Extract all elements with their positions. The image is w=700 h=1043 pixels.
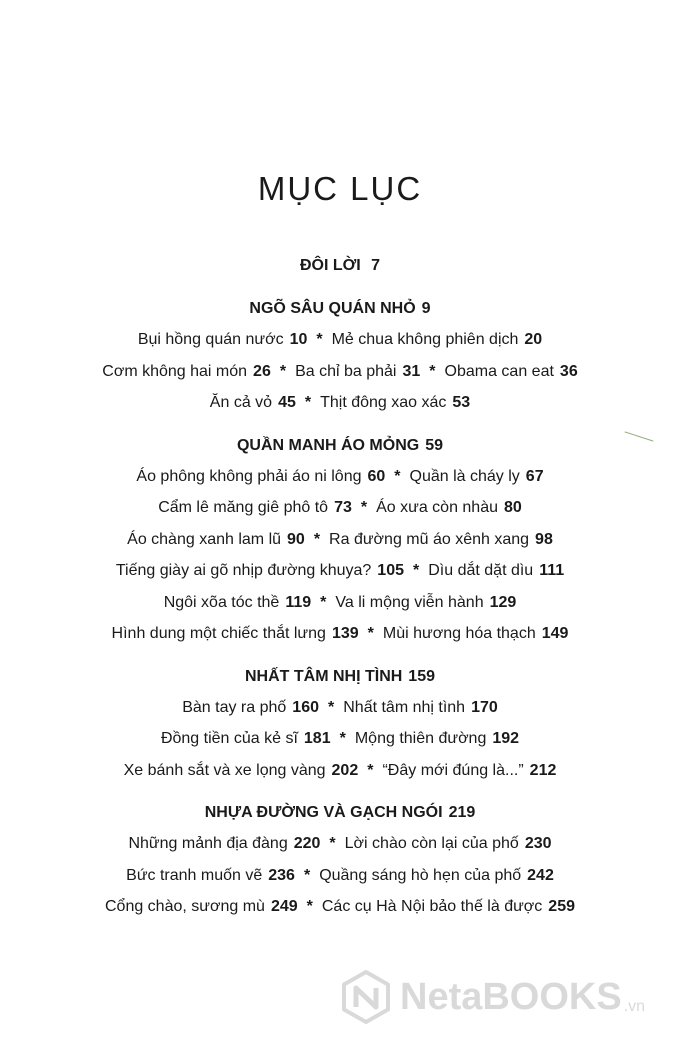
entry-separator: *	[328, 698, 335, 716]
entry-page-number: 181	[303, 730, 331, 747]
section-title: NGÕ SÂU QUÁN NHỎ	[249, 300, 416, 317]
entry-title: Bụi hồng quán nước	[137, 331, 284, 348]
entry-title: Thịt đông xao xác	[320, 394, 447, 411]
toc-line	[0, 828, 680, 860]
entry-page-number: 230	[524, 835, 552, 852]
entry-separator: *	[367, 761, 374, 779]
entry-page-number: 139	[331, 625, 359, 642]
section-heading	[0, 661, 680, 692]
entry-page-number: 192	[492, 730, 520, 747]
section-page-number: 159	[408, 667, 435, 685]
entry-title: Cổng chào, sương mù	[104, 898, 265, 915]
section-page-number: 9	[421, 300, 431, 317]
intro-heading	[0, 250, 680, 281]
toc-line	[0, 524, 680, 556]
entry-separator: *	[394, 467, 401, 485]
entry-title: Hình dung một chiếc thắt lưng	[111, 625, 326, 642]
toc-line	[0, 891, 680, 923]
toc-line	[0, 461, 680, 493]
entry-page-number: 249	[270, 898, 298, 915]
entry-page-number: 60	[367, 467, 386, 485]
entry-page-number: 31	[402, 362, 421, 380]
entry-page-number: 20	[524, 331, 543, 348]
toc-line	[0, 860, 680, 892]
toc-line	[0, 755, 680, 787]
entry-separator: *	[306, 898, 313, 915]
entry-separator: *	[339, 730, 346, 747]
entry-title: Va li mộng viễn hành	[335, 593, 484, 611]
entry-separator: *	[320, 593, 327, 611]
entry-page-number: 53	[452, 394, 471, 411]
entry-title: Mẻ chua không phiên dịch	[331, 331, 519, 348]
entry-page-number: 73	[334, 499, 352, 516]
intro-label: ĐÔI LỜI	[299, 257, 361, 274]
entry-page-number: 10	[289, 331, 308, 348]
entry-page-number: 98	[535, 530, 553, 548]
entry-title: Mộng thiên đường	[354, 730, 487, 747]
entry-title: Áo xưa còn nhàu	[376, 499, 498, 516]
toc-line	[0, 324, 680, 356]
entry-page-number: 202	[331, 761, 359, 779]
watermark-brand: NetaBOOKS	[400, 975, 622, 1018]
entry-title: Tiếng giày ai gõ nhịp đường khuya?	[115, 562, 372, 579]
entry-separator: *	[303, 866, 311, 884]
section-title: QUẦN MANH ÁO MỎNG	[236, 436, 420, 454]
toc-line	[0, 555, 680, 587]
entry-page-number: 105	[377, 562, 404, 579]
entry-title: Bức tranh muốn vẽ	[126, 866, 263, 884]
toc-line	[0, 587, 680, 619]
entry-title: Dìu dắt dặt dìu	[428, 562, 534, 579]
entry-title: Cơm không hai món	[102, 362, 248, 380]
entry-title: Các cụ Hà Nội bảo thế là được	[321, 898, 543, 915]
entry-page-number: 160	[292, 698, 319, 716]
entry-separator: *	[313, 530, 321, 548]
entry-page-number: 119	[285, 593, 312, 611]
page-title: MỤC LỤC	[257, 170, 423, 207]
toc-line	[0, 692, 680, 724]
entry-page-number: 111	[539, 562, 565, 579]
entry-title: Xe bánh sắt và xe lọng vàng	[123, 761, 326, 779]
entry-separator: *	[367, 625, 374, 642]
entry-page-number: 170	[471, 698, 498, 716]
entry-title: Lời chào còn lại của phố	[344, 835, 519, 852]
entry-page-number: 26	[253, 362, 271, 380]
entry-title: Nhất tâm nhị tình	[343, 698, 466, 716]
entry-title: Obama can eat	[444, 362, 554, 380]
entry-separator: *	[316, 331, 323, 348]
entry-title: Cẩm lê măng giê phô tô	[158, 499, 329, 516]
entry-title: Ngôi xõa tóc thề	[163, 593, 280, 611]
section-page-number: 219	[448, 804, 476, 821]
entry-page-number: 212	[529, 761, 557, 779]
section-heading	[0, 797, 680, 828]
entry-title: Đồng tiền của kẻ sĩ	[160, 730, 298, 747]
entry-title: Quầng sáng hò hẹn của phố	[319, 866, 522, 884]
entry-separator: *	[413, 562, 420, 579]
toc-line	[0, 356, 680, 388]
entry-separator: *	[279, 362, 287, 380]
section-page-number: 59	[425, 436, 443, 454]
entry-page-number: 129	[489, 593, 517, 611]
entry-title: Quần là cháy ly	[409, 467, 520, 485]
entry-page-number: 236	[268, 866, 295, 884]
watermark	[338, 966, 700, 1028]
entry-page-number: 80	[504, 499, 522, 516]
toc-line	[0, 723, 680, 755]
entry-separator: *	[304, 394, 312, 411]
entry-separator: *	[360, 499, 368, 516]
entry-title: Áo phông không phải áo ni lông	[136, 467, 362, 485]
toc-line	[0, 618, 680, 650]
entry-title: Ăn cả vỏ	[209, 394, 273, 411]
entry-page-number: 45	[278, 394, 296, 411]
table-of-contents	[0, 250, 680, 923]
entry-page-number: 67	[525, 467, 544, 485]
entry-title: Ba chỉ ba phải	[295, 362, 397, 380]
entry-title: Bàn tay ra phố	[182, 698, 287, 716]
toc-line	[0, 387, 680, 419]
intro-page-number: 7	[371, 257, 381, 274]
entry-page-number: 36	[559, 362, 578, 380]
section-title: NHẤT TÂM NHỊ TÌNH	[244, 667, 403, 685]
watermark-suffix: .vn	[623, 998, 646, 1015]
entry-separator: *	[429, 362, 436, 380]
entry-title: Ra đường mũ áo xênh xang	[329, 530, 530, 548]
entry-title: Mùi hương hóa thạch	[382, 625, 536, 642]
section-title: NHỰA ĐƯỜNG VÀ GẠCH NGÓI	[204, 804, 443, 821]
entry-page-number: 242	[527, 866, 554, 884]
entry-title: Những mảnh địa đàng	[128, 835, 288, 852]
entry-separator: *	[329, 835, 336, 852]
section-heading	[0, 430, 680, 461]
toc-line	[0, 492, 680, 524]
entry-title: “Đây mới đúng là...”	[382, 761, 524, 779]
entry-page-number: 90	[287, 530, 305, 548]
netabooks-logo-icon	[338, 969, 394, 1025]
sections-container	[0, 293, 680, 923]
entry-page-number: 149	[541, 625, 569, 642]
entry-page-number: 220	[293, 835, 321, 852]
entry-title: Áo chàng xanh lam lũ	[127, 530, 282, 548]
entry-page-number: 259	[548, 898, 575, 915]
section-heading	[0, 293, 680, 324]
